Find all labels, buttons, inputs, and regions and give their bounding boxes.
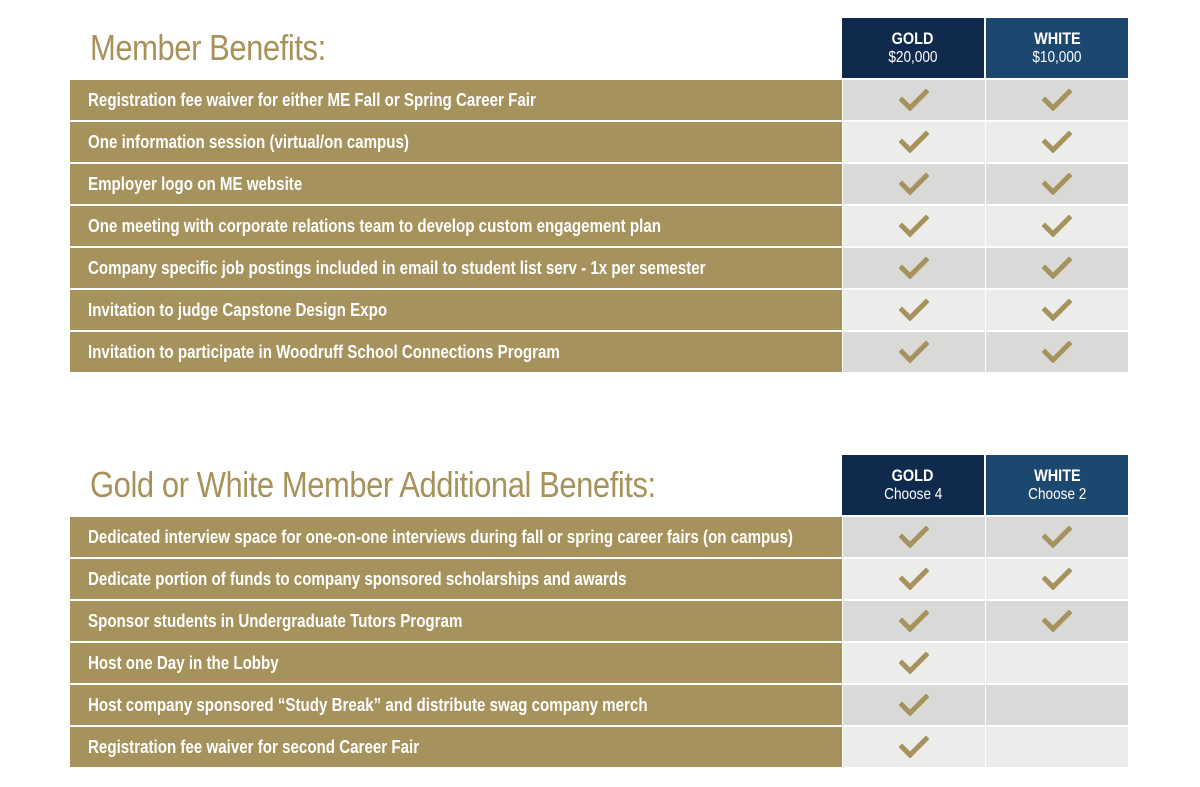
benefit-text: One meeting with corporate relations team to develop custom engagement plan: [88, 215, 661, 236]
table-row: [70, 641, 1130, 683]
gold-check-cell: [843, 727, 985, 767]
check-icon: [899, 341, 929, 363]
gold-check-cell: [843, 332, 985, 372]
section-title: Member Benefits:: [90, 27, 326, 68]
check-icon: [899, 568, 929, 590]
table-row: [70, 204, 1130, 246]
check-icon: [1042, 299, 1072, 321]
check-icon: [899, 526, 929, 548]
benefit-label: [70, 643, 842, 683]
white-check-cell: [986, 685, 1128, 725]
check-icon: [899, 131, 929, 153]
table-row: [70, 330, 1130, 372]
gold-check-cell: [843, 559, 985, 599]
check-icon: [899, 215, 929, 237]
benefit-label: [70, 685, 842, 725]
table-row: [70, 120, 1130, 162]
gold-check-cell: [843, 206, 985, 246]
gold-check-cell: [843, 290, 985, 330]
benefit-label: [70, 332, 842, 372]
check-icon: [899, 173, 929, 195]
benefit-label: [70, 164, 842, 204]
check-icon: [899, 610, 929, 632]
check-icon: [1042, 257, 1072, 279]
check-icon: [899, 299, 929, 321]
benefit-text: One information session (virtual/on campus): [88, 131, 409, 152]
white-tier-header: [986, 18, 1128, 78]
gold-tier-name: GOLD: [892, 465, 934, 485]
white-tier-choice: Choose 2: [1027, 485, 1087, 503]
benefit-text: Invitation to judge Capstone Design Expo: [88, 299, 388, 320]
white-check-cell: [986, 643, 1128, 683]
gold-check-cell: [843, 517, 985, 557]
gold-tier-choice: Choose 4: [883, 485, 943, 503]
benefit-label: [70, 122, 842, 162]
gold-check-cell: [843, 248, 985, 288]
benefit-label: [70, 601, 842, 641]
benefit-text: Host one Day in the Lobby: [88, 652, 279, 673]
benefit-text: Registration fee waiver for second Career Fair: [88, 736, 420, 757]
benefit-label: [70, 290, 842, 330]
benefit-label: [70, 517, 842, 557]
gold-check-cell: [843, 643, 985, 683]
benefit-label: [70, 248, 842, 288]
member-benefits-header: [70, 18, 1130, 78]
check-icon: [1042, 131, 1072, 153]
additional-benefits-header: [70, 455, 1130, 515]
white-check-cell: [986, 164, 1128, 204]
benefit-label: [70, 727, 842, 767]
check-icon: [1042, 173, 1072, 195]
check-icon: [899, 257, 929, 279]
gold-tier-header: [842, 455, 984, 515]
table-row: [70, 288, 1130, 330]
table-row: [70, 515, 1130, 557]
benefit-text: Invitation to participate in Woodruff School Connections Program: [88, 341, 560, 362]
white-check-cell: [986, 332, 1128, 372]
white-check-cell: [986, 206, 1128, 246]
check-icon: [1042, 610, 1072, 632]
white-check-cell: [986, 517, 1128, 557]
gold-check-cell: [843, 80, 985, 120]
benefit-rows: [70, 78, 1130, 372]
check-icon: [1042, 568, 1072, 590]
white-check-cell: [986, 601, 1128, 641]
benefit-text: Sponsor students in Undergraduate Tutors Program: [88, 610, 463, 631]
check-icon: [1042, 215, 1072, 237]
gold-check-cell: [843, 122, 985, 162]
section-title: Gold or White Member Additional Benefits:: [90, 464, 656, 505]
check-icon: [1042, 89, 1072, 111]
check-icon: [1042, 526, 1072, 548]
table-row: [70, 599, 1130, 641]
gold-tier-price: $20,000: [888, 48, 938, 66]
white-check-cell: [986, 122, 1128, 162]
member-benefits-section: [70, 18, 1130, 372]
table-row: [70, 246, 1130, 288]
benefit-text: Company specific job postings included in email to student list serv - 1x per semester: [88, 257, 706, 278]
benefit-label: [70, 80, 842, 120]
white-check-cell: [986, 80, 1128, 120]
white-check-cell: [986, 290, 1128, 330]
benefit-label: [70, 559, 842, 599]
gold-check-cell: [843, 601, 985, 641]
gold-check-cell: [843, 685, 985, 725]
white-tier-header: [986, 455, 1128, 515]
benefit-text: Host company sponsored “Study Break” and distribute swag company merch: [88, 694, 648, 715]
white-check-cell: [986, 727, 1128, 767]
additional-benefits-section: [70, 455, 1130, 767]
table-row: [70, 162, 1130, 204]
check-icon: [899, 736, 929, 758]
check-icon: [899, 89, 929, 111]
benefit-text: Dedicate portion of funds to company sponsored scholarships and awards: [88, 568, 627, 589]
gold-tier-header: [842, 18, 984, 78]
white-check-cell: [986, 559, 1128, 599]
benefit-rows: [70, 515, 1130, 767]
benefit-text: Employer logo on ME website: [88, 173, 303, 194]
check-icon: [899, 694, 929, 716]
check-icon: [1042, 341, 1072, 363]
benefit-text: Dedicated interview space for one-on-one interviews during fall or spring career fairs (on campus): [88, 526, 793, 547]
benefit-text: Registration fee waiver for either ME Fall or Spring Career Fair: [88, 89, 536, 110]
white-tier-price: $10,000: [1032, 48, 1082, 66]
white-check-cell: [986, 248, 1128, 288]
white-tier-name: WHITE: [1033, 28, 1081, 48]
gold-check-cell: [843, 164, 985, 204]
check-icon: [899, 652, 929, 674]
table-row: [70, 78, 1130, 120]
gold-tier-name: GOLD: [892, 28, 934, 48]
table-row: [70, 557, 1130, 599]
white-tier-name: WHITE: [1033, 465, 1081, 485]
benefit-label: [70, 206, 842, 246]
table-row: [70, 725, 1130, 767]
table-row: [70, 683, 1130, 725]
